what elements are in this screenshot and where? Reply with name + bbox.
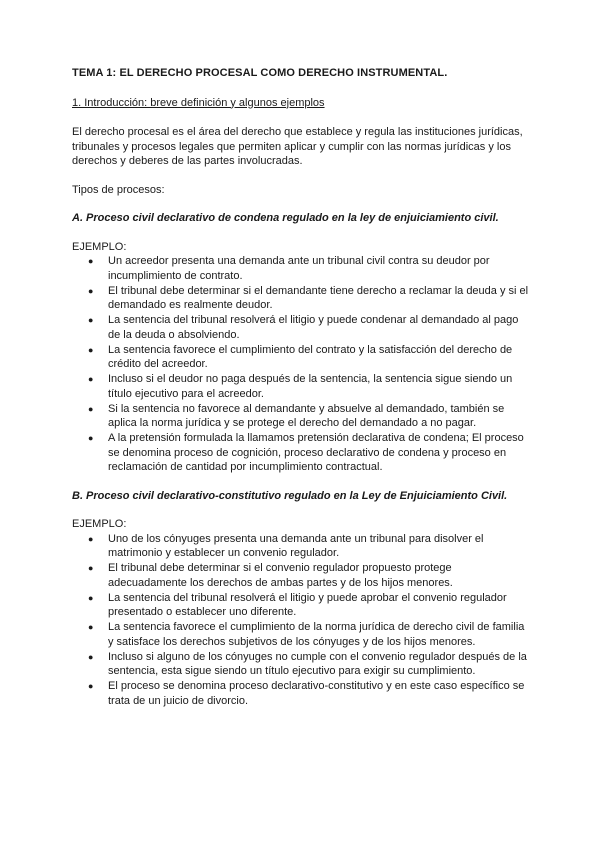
bullet-icon: ● <box>88 433 94 443</box>
list-item-text: El tribunal debe determinar si el demandante tiene derecho a reclamar la deuda y si el demandado es realmente deudor. <box>108 284 529 311</box>
document-page <box>72 66 532 722</box>
section-a-example-label: EJEMPLO: <box>72 240 127 253</box>
bullet-icon: ● <box>88 315 94 325</box>
list-item <box>72 431 532 475</box>
list-item-text: La sentencia del tribunal resolverá el litigio y puede condenar al demandado al pago de la deuda o absolviendo. <box>108 314 519 341</box>
list-item <box>72 591 532 620</box>
list-item <box>72 254 532 283</box>
bullet-icon: ● <box>88 403 94 414</box>
list-item-text: Incluso si el deudor no paga después de la sentencia, la sentencia sigue siendo un título ejecutivo para el acreedor. <box>108 373 513 400</box>
list-item <box>72 561 532 590</box>
section-a-heading: A. Proceso civil declarativo de condena regulado en la ley de enjuiciamiento civil. <box>72 212 499 224</box>
list-item <box>72 532 532 561</box>
bullet-icon: ● <box>88 681 94 691</box>
section-a-bullet-list <box>72 254 532 475</box>
bullet-icon: ● <box>88 651 94 662</box>
list-item <box>72 620 532 649</box>
intro-paragraph: El derecho procesal es el área del derecho que establece y regula las instituciones jurídicas, tribunales y procesos legales que permiten aplicar y cumplir con las normas jurídicas y los derechos y deberes de las partes involucradas. <box>72 126 523 167</box>
list-item-text: A la pretensión formulada la llamamos pretensión declarativa de condena; El proceso se denomina proceso de cognición, proceso declarativo de condena y proceso en reclamación de cantidad por incumplimiento contractual. <box>108 432 524 473</box>
list-item <box>72 402 532 431</box>
list-item-text: Incluso si alguno de los cónyuges no cumple con el convenio regulador después de la sentencia, esta sigue siendo un título ejecutivo para exigir su cumplimiento. <box>108 650 527 677</box>
bullet-icon: ● <box>88 256 94 266</box>
section-b-heading: B. Proceso civil declarativo-constitutivo regulado en la Ley de Enjuiciamiento Civil. <box>72 489 508 502</box>
list-item <box>72 313 532 342</box>
list-item-text: El tribunal debe determinar si el convenio regulador propuesto protege adecuadamente los derechos de ambas partes y de los hijos menores. <box>108 562 453 589</box>
section-b-example-label: EJEMPLO: <box>72 518 127 530</box>
types-label: Tipos de procesos: <box>72 183 165 196</box>
list-item-text: Si la sentencia no favorece al demandante y absuelve al demandado, también se aplica la norma jurídica y se protege el derecho del demandado a no pagar. <box>108 402 505 429</box>
list-item-text: El proceso se denomina proceso declarativo-constitutivo y en este caso específico se trata de un juicio de divorcio. <box>108 680 525 707</box>
bullet-icon: ● <box>88 622 94 632</box>
list-item <box>72 650 532 679</box>
list-item <box>72 679 532 708</box>
bullet-icon: ● <box>88 563 94 573</box>
section-b-bullet-list <box>72 532 532 709</box>
list-item-text: La sentencia del tribunal resolverá el litigio y puede aprobar el convenio regulador presentado o establecer uno diferente. <box>108 591 507 618</box>
list-item-text: Uno de los cónyuges presenta una demanda ante un tribunal para disolver el matrimonio y establecer un convenio regulador. <box>108 532 484 559</box>
bullet-icon: ● <box>88 533 94 544</box>
list-item-text: La sentencia favorece el cumplimiento del contrato y la satisfacción del derecho de crédito del acreedor. <box>108 343 513 370</box>
list-item <box>72 343 532 372</box>
list-item <box>72 284 532 313</box>
document-title: TEMA 1: EL DERECHO PROCESAL COMO DERECHO INSTRUMENTAL. <box>72 67 448 79</box>
bullet-icon: ● <box>88 592 94 603</box>
section-subtitle: 1. Introducción: breve definición y algunos ejemplos <box>72 96 325 109</box>
list-item-text: Un acreedor presenta una demanda ante un tribunal civil contra su deudor por incumplimiento de contrato. <box>108 255 490 282</box>
list-item-text: La sentencia favorece el cumplimiento de la norma jurídica de derecho civil de familia y satisface los derechos subjetivos de los cónyuges y de los hijos menores. <box>108 621 525 648</box>
list-item <box>72 372 532 401</box>
bullet-icon: ● <box>88 285 94 296</box>
bullet-icon: ● <box>88 374 94 384</box>
bullet-icon: ● <box>88 344 94 355</box>
